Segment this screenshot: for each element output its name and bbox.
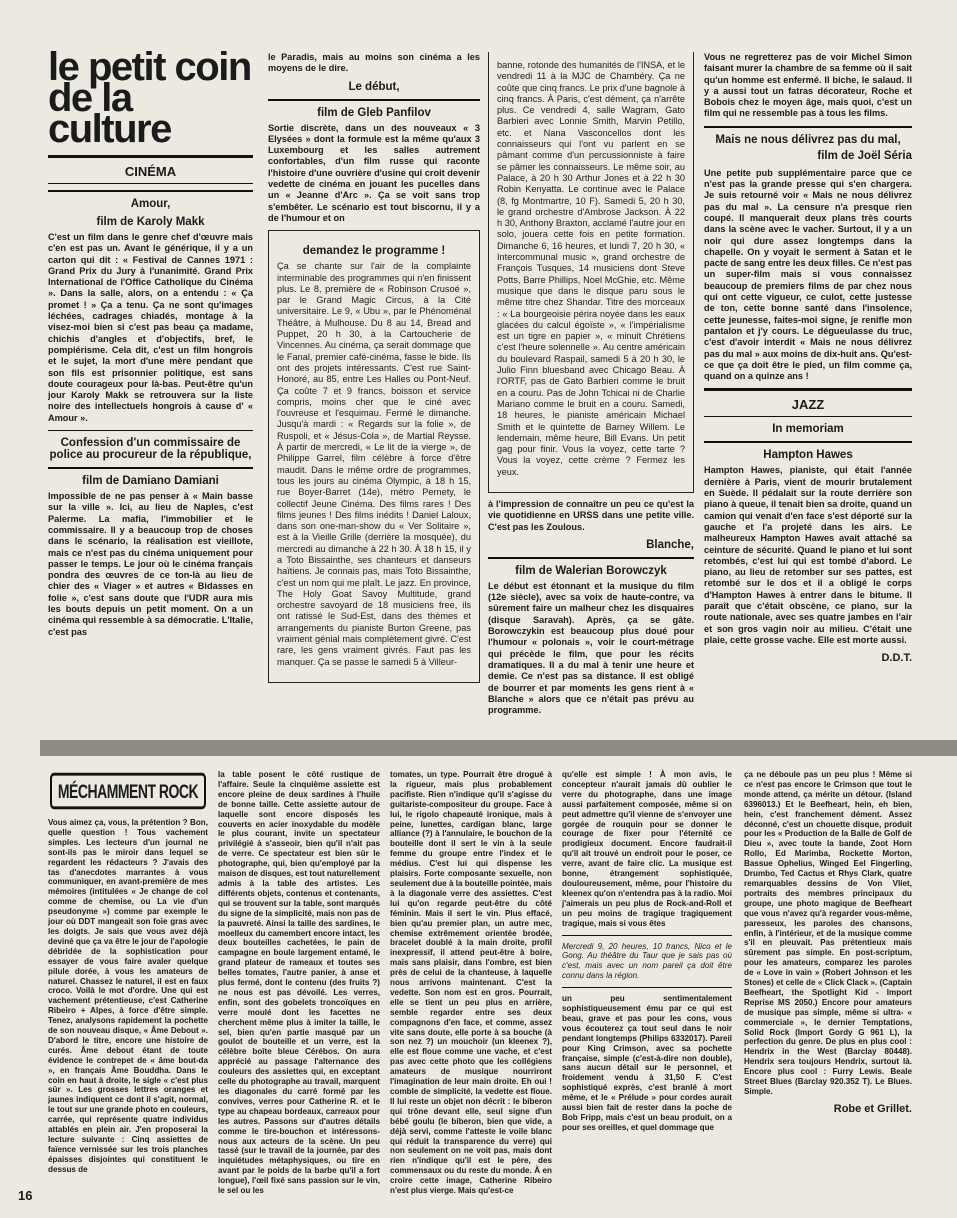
film-sub-amour: film de Karoly Makk	[96, 216, 205, 228]
article-debut-continued: à l'impression de connaître un peu ce qu'est la vie quotidienne en URSS dans une petite ville. C'est pas les Zoulous.	[488, 498, 694, 532]
article-amour: C'est un film dans le genre chef d'œuvre mais c'en est pas un. Avant le générique, il y a un carton qui dit : « Festival de Cannes 1971 : Grand Prix du Jury à l'unanimité. Grand Prix International de l'Office Catholique du Cinéma ». Dans la salle, alors, on a entendu : « Ça promet ! » Ça a tenu. Ça ne sont qu'images léchées, cadrages chiadés, montage à la visez-moi bien si c'est pas beau ça madame, chichis d'angles et d'objectifs, bref, le pompiérisme. Cela dit, c'est un film hongrois et le sujet, la mort d'une mère pendant que son fils est prisonnier politique, est sans doute courageux pour là-bas. Peut-être qu'un jour Karoly Makk se retrouvera sur la liste noire des intellectuels hongrois à cause d' « Amour ».	[48, 232, 253, 423]
concert-notice: Mercredi 9, 20 heures, 10 francs, Nico et le Gong. Au théâtre du Taur que je sais pas où c'est, mais avec un nom pareil ça doit être connu dans la région.	[562, 941, 732, 981]
section-jazz: JAZZ	[704, 388, 912, 417]
film-title-amour: Amour,	[130, 198, 171, 210]
film-sub-debut: film de Gleb Panfilov	[317, 106, 431, 119]
program-box-continued-text: banne, rotonde des humanités de l'INSA, et le vendredi 11 à la MJC de Chambéry. Ça ne coûte que cinq francs. Le prix d'une bagnole à cinq francs. À Paris, c'est dément, ça n'arrête plus. Ce vendredi 4, salle Wagram, Gato Barbieri avec Lonnie Smith, Marvin Petillo, etc. et Nana Vasconcellos dont les connaisseurs qui l'ont vu parlent en se pâmant comme d'un percussionniste à faire se pâmer les connaisseurs. Le même soir, au Palace, à 20 h 30 Arthur Jones et à 22 h 30 Robin Kenyatta. Le continue avec le Palace (8, fg Montmartre, 10 F). Samedi 5, 20 h 30, le grand orchestre d'Ambrose Jackson. À 22 h 30, Anthony Braxton, acclamé l'autre jour en solo, jouera cette fois en petite formation. Dimanche 6, 16 heures, et lundi 7, 20 h 30, « Intercommunal music », grand orchestre de François Tusques, 14 musiciens dont Steve Potts, Barre Phillips, Noel McGhie, etc. Même musique que dans le disque paru sous le même titre chez Shandar. Titre des morceaux : « La bourgeoisie périra noyée dans les eaux glacées du calcul égoïste », « l'impérialisme est un tigre en papier », « minuit Chrétiens c'est l'heure solennelle ». Au centre américain du boulevard Raspail, samedi 5 à 20 h 30, le Julio Finn bluesband avec Chicago Beau. À l'ORTF, pas de Gato Barbieri comme le bruit en a couru. Pas de John Tchicai ni de Charlie Mariano comme le bruit en a couru. Samedi, 18 heures, le pianiste américain Michael Smith et le quintette de Barney Willem. Le lendemain, même heure, Bill Evans. Un petit gag pour finir. Vous la voyez, cette tarte ? Vous la voyez, cette crème ? Fermez les yeux.	[497, 60, 685, 477]
page-title: le petit coin de la culture	[48, 45, 251, 151]
bottom-column-4	[562, 770, 732, 1185]
separator-band	[40, 740, 957, 756]
bottom-column-1	[48, 770, 208, 1185]
mechamment-rock-logo: MÉCHAMMENT ROCK	[50, 773, 206, 809]
rock-text-5: ça ne déboule pas un peu plus ! Même si ce n'est pas encore le Crimson que tout le monde attend, ça mérite un détour. (Island 6396013.) Et le Beefheart, hein, eh bien, hein, c'est franchement dément. Assez déconné, c'est un chouette disque, produit pour les « Production de la Balle de Golf de Dieu », avec toute la bande, Zoot Horn Rollo, Ed Marimba, Rockette Morton, Bassue Ophelius, Winged Eel Fingerling, Drumbo, Ted Cactus et Rhys Clark, quatre remarquables dessins de Von Vliet, portraits des membres principaux du groupe, une photo magique de Beefheart que vous n'avez qu'à regarder vous-même, paresseux, les paroles des chansons, enfin, à l'intérieur, et de la musique comme s'il en pleuvait. Pas prétentieux mais sûrement pas simple. En post-scriptum, pour les amateurs, comparez les paroles de « Love in vain » (Robert Johnson et les Stones) et celle de « Click Clack ». (Captain Beefheart, the Spotlight Kid - Import Reprise MS 2050.) Encore pour amateurs de musique pas simple, même si ultra- « commerciale », le dernier Temptations, Solid Rock (Import Gordy G 961 L), la perfection du genre. De plus en plus cool : Hendrix in the West (Barclay 80448). Hendrix sera toujours Hendrix, surtout là. Encore plus cool : Furry Lewis. Beale Street Blues (Barclay 920.352 T). Le Blues. Simple.	[744, 770, 912, 1096]
rock-text-1: Vous aimez ça, vous, la prétention ? Bon, quelle question ! Tous vachement simples. Les lecteurs d'un journal ne sont-ils pas le miroir dans lequel se regardent les rédacteurs ? J'avais des tas d'anecdotes marrantes à vous communiquer, en avant-première de mes mémoires (intitulées « Je change de col comme de chemise, ou La vie d'un pseudonyme ») comme par exemple le jour où DDT mangeait son foie gras avec les doigts. Je sais que vous avez déjà deviné que ça va être le jour de l'apologie débridée de la sophistication pour essayer de vous faire avaler quelque pilule dorée, à vous les amateurs de naturel. Chassez le naturel, il est en faux croco. Voilà le mot d'ordre. Une qui est vachement prétentieuse, c'est Catherine Ribeiro + Alpes, à force d'être simple. Tenez, analysons rapidement la pochette de son nouveau disque, « Âme Debout ». D'abord le titre, encore une histoire de curés. Âme debout étant de toute évidence le contrepet de « âme bout-da », en français Âme Bouddha. Dans le coin en haut à droite, le sigle « c'est plus sûr ». Les grosses lettres oranges et jaunes indiquent ce dont il s'agit, normal, le tout sur une grande photo en couleurs, carrée, qui représente quatre individus attablés en plein air. J'en proposerai la lecture suivante : Cinq assiettes de faïence vernissée sur les trois planches épaisses disjointes qui constituent le dessus de	[48, 818, 208, 1174]
article-jazz: Hampton Hawes, pianiste, qui était l'année dernière à Paris, vient de mourir brutalement en Suède. Il pédalait sur la route derrière son piano à queue, il tenait bien sa droite, quand un camion qui venait d'en face s'est déporté sur la gauche et l'a projeté dans les airs. Le malheureux Hampton Hawes avait attaché sa ceinture de sécurité. Quand le piano et lui sont retombés, c'est lui qui est tombé d'abord. Le piano, au lieu de retomber sur ses pattes, est retombé sur le dos et il a obligé le corps d'Hampton Hawes à entrer dans le bitume. Il paraît que c'était obscène, ce piano, sur la route nationale, avec ses quatre jambes en l'air et son gros vagin noir au milieu. C'était une plaie, cette grosse vache. Elle est morte aussi.	[704, 465, 912, 645]
column-1	[48, 45, 253, 740]
bottom-column-3	[390, 770, 552, 1196]
rock-text-2: la table posent le côté rustique de l'affaire. Seule la cinquième assiette est encore pleine de deux sardines à l'huile de bonne taille. Cette assiette autour de laquelle sont encore disposés les couverts en acier inoxydable du modèle le plus courant, invite un spectateur privilégié à s'asseoir, bien qu'il n'ait pas de verre. Ce spectateur est bien sûr le photographe, qui, bien qu'employé par la maison de disques, est tout naturellement admis à la table des artistes. Les différents objets, contenus et contenants, qui se trouvent sur la table, sont marqués du signe de la simplicité, mais non pas de la pauvreté. Ainsi la taille des sardines, le moelleux du camembert encore intact, les deux bouteilles cachetées, le pain de campagne en boule largement entamé, le grand plateur de rameaux et toutes ses belles tomates, l'autre panier, à anse et plus fermé, dont le contenu (des fruits ?) ne nous est pas dévoilé. Les verres, enfin, sont des gobelets troncoïques en verre moulé dont les facettes ne cherchent même plus à imiter la taille, le sel, bien qu'en partie masqué par un goulot de bouteille et un verre, est la célèbre boîte bleue Cérébos. On aura apprécié au passage l'alternance des couleurs des assiettes qui, en exceptant celle du photographe au travail, marquent les diagonales du carré formé par les convives, verres pour Catherine R. et le type au chapeau bordeaux, carreaux pour les autres. Passons sur d'autres détails comme le tire-bouchon et intéressons-nous aux acteurs de la scène. Un peu tassé (sur le travail de la journée, par des inquiétudes métaphysiques, ou tire en avant par le poids de la barbe qu'il a fort longue), l'œil fixé sans passion sur le vin, le sel ou les	[218, 770, 380, 1196]
film-title-mal: Mais ne nous délivrez pas du mal,	[715, 133, 901, 146]
rock-text-4a: qu'elle est simple ! À mon avis, le concepteur n'aurait jamais dû oublier le verre du photographe, dans une image aussi parfaitement composée, même si on peut admettre qu'il vienne de s'envoyer une gorgée de rouquin pour se donner le courage de fixer pour l'éternité ce prodigieux document. Encore faudrait-il qu'il ait trouvé un endroit pour le poser, ce verre, avant de faire clic. La musique est bonne, étrangement sophistiquée, douloureusement, même, pour l'histoire du kleenex qu'on n'entendra pas à la radio. Moi j'aimerais un peu plus de Rock-and-Roll et un peu moins de tragique tragiquement tragique, mais si vous êtes	[562, 770, 732, 928]
film-sub-mal: film de Joël Séria	[817, 149, 912, 162]
article-debut: Sortie discrète, dans un des nouveaux « 3 Elysées » dont la formule est la même qu'aux 3 Luxembourg et les salles autrement confortables, d'un film russe qui raconte l'histoire d'une ouvrière d'usine qui croit devenir vedette de cinéma en jouant les pucelles dans un « Jeanne d'Arc ». Ça se voit sans trop s'embêter. Le scénario est tout biscornu, il y a de l'humour et on	[268, 122, 480, 223]
article-mal: Une petite pub supplémentaire parce que ce n'est pas la grande presse qui s'en chargera. Je suis retourné voir « Mais ne nous délivrez pas du mal ». La censure n'a presque rien coupé. Il manquerait deux plans très courts dans la scène avec le vacher. Surtout, il y a un noir qui dure assez longtemps dans la chapelle. On y voyait le serment à Satan et le pacte de sang entre les deux filles. Ce n'est pas un super-film mais si vous connaissez beaucoup de premiers films de par chez nous qui ont cette vigueur, ce culot, cette justesse de ton, cette bonne santé dans l'insolence, cette jeunesse, faites-moi signe, je renifle mon pantalon et j'y cours. Le dégueulasse du truc, c'est d'avoir interdit « Mais ne nous délivrez pas du mal » aux moins de dix-huit ans. Qu'est-ce que ça doit être le pied, un film comme ça, quand on a quinze ans !	[704, 167, 912, 382]
signature-ddt: D.D.T.	[881, 652, 912, 665]
film-sub-blanche: film de Walerian Borowczyk	[515, 564, 667, 577]
jazz-sub: Hampton Hawes	[763, 449, 853, 462]
bottom-column-5	[744, 770, 912, 1185]
program-box-text: Ça se chante sur l'air de la complainte interminable des programmes qui n'en finissent plus. Le 8, première de « Robinson Crusoé », par le Grand Magic Circus, à la Cité universitaire. Le 9, « Ubu », par le Phénoménal Théâtre, à Mulhouse. Du 8 au 14, Bread and Puppet, 20 h 30, à la Cartoucherie de Vincennes. Au cinéma, ça serait dommage que le Fanal, premier café-cinéma, fasse le bide. Ils ont des projets intéressants. C'est rue Saint-Honoré, au 85, entre Les Halles ou Pont-Neuf. Ça coûte 7 et 9 francs, boisson et service compris, moins cher que le ciné avec l'ouvreuse et l'esquimau. Fermé le dimanche. Jusqu'à mardi : « Regards sur la folie », de Ruspoli, et « Jésus-Cola », de Martial Reysse. À partir de mercredi, « Le lit de la vierge », de Philippe Garrel, film célèbre à force d'être maudit. Dans le même ordre de programmes, tous les jours au cinéma Olympic, à 18 h 15, rue Boyer-Barret (14e), métro Pernety, le collectif Jeune Cinéma. Des films rares ! Des films jeunes ! Des films inédits ! Daniel Laloux, dans son one-man-show du « Ver Solitaire », est à la Vieille Grille (derrière la mosquée), du mercredi au dimanche à 22 h 30. À 18 h 15, il y a Toto Bissainthe, ses chanteurs et danseurs haïtiens. Je connais pas, mais Toto Bissainthe, c'est un nom qui me plaît. Le jazz. En province, The Holy Goat Savoy Multitude, grand orchestre savoyard de 18 musiciens free, ils ont ratissé le Sud-Est, dans des thèmes et arrangements du pianiste Burton Greene, pas vraiment génial mais complètement givré. C'est rare, les gens vraiment givrés. Faut pas les manquer. Ça se passe le samedi 5 à Villeur-	[277, 261, 471, 667]
article-confession: Impossible de ne pas penser à « Main basse sur la ville ». Ici, au lieu de Naples, c'est Palerme. La mafia, l'immobilier et le commissaire. Il y a beaucoup trop de choses dans le scénario, la réalisation est vieillote, mais ce n'est pas du cinéma uniquement pour passer le temps. Le jour où le cinéma français pondra des œuvres de ce ton-là au lieu de chier des « Viager » et autres « Bidasses en folie », c'est sans doute que l'UDR aura mis les bouts depuis un petit moment. On a un cinéma qui ressemble à sa démocratie. L'Italie, c'est pas	[48, 491, 253, 637]
article-blanche: Le début est étonnant et la musique du film (12e siècle), avec sa voix de haute-contre, va sûrement faire un malheur chez les disquaires (disque Saravah). Après, ça se gâte. Borowczykin est beaucoup plus doué pour l'humour « polonais », voir le court-métrage qui précède le film, que pour les récits dramatiques. Il a du mal à tenir une heure et demie. Ce n'est pas sa distance. Il est obligé de bourrer et par moments les gens rient à « Blanche » alors que ce n'était pas prévu au programme.	[488, 580, 694, 716]
bottom-column-2	[218, 770, 380, 1196]
film-title-blanche: Blanche,	[646, 538, 694, 551]
signature-robe-grillet: Robe et Grillet.	[833, 1102, 912, 1115]
jazz-title: In memoriam	[772, 423, 844, 436]
page-number: 16	[18, 1188, 33, 1203]
rock-text-3: tomates, un type. Pourrait être drogué à la rigueur, mais plus probablement pacifiste. Rien n'indique qu'il s'agisse du guitariste-compositeur du groupe. Face à lui, le rigolo chapeauté ironique, mais à peine, lunettes, cardigan blanc, large alliance (?) à l'annulaire, le bouchon de la bouteille dont il sert le vin à la seule femme du groupe entre l'index et le médius. C'est lui qui dispense les plaisirs. Forte composante sexuelle, non seulement due à la bouteille pointée, mais à la diagonale verre des assiettes. C'est lui qu'on regarde peut-être du côté féminin. Mais il sert le vin. Plus effacé, bien qu'au premier plan, un autre mec, chemise extrêmement orientée brodée, bracelet doublé à la main droite, profil inexpressif, il attend peut-être à boire, mais sans plaisir, dans l'ombre, est bien près de celui de la chanteuse, à laquelle nous arrivons maintenant. C'est la vedette. Son nom est en gros. Pourrait, elle se tient un peu plus en arrière, semble regarder entre ses deux compagnons d'en face, et comme, assez vite sans doute, elle porte à sa bouche (à son nez ?) un mouchoir (un kleenex ?), elle est floue comme une vache, et c'est pas avec cette photo que les collégiens amateurs de musique nourriront l'imagination de leur main droite. Eh oui ! comble de simplicité, la vedette est floue. Il lui reste un objet non décrit : le biberon qui trône devant elle, seul signe d'un bébé goulu (le biberon, bien que vide, a déjà servi, comme l'atteste le voile blanc qui réduit la transparence du verre) qui non seulement on ne voit pas, mais dont rien n'indique qu'il est le père, des commensaux ou du reste du monde. À en croire cette image, Catherine Ribeiro n'est plus vierge. Mais qu'est-ce	[390, 770, 552, 1196]
article-lead-col4: Vous ne regretterez pas de voir Michel Simon faisant murer la chambre de sa femme où il sait qu'un homme est enfermé. Il biche, le salaud. Il y a aussi tout un fatras décorateur, Roche et Bobois chez le moyen âge, mais quoi, c'est un film qui ne ressemble pas à tous les films.	[704, 52, 912, 119]
program-box-continued	[488, 52, 694, 493]
program-box	[268, 230, 480, 683]
article-lead-col2: le Paradis, mais au moins son cinéma a les moyens de le dire.	[268, 52, 480, 74]
film-sub-confession: film de Damiano Damiani	[82, 475, 219, 488]
film-title-debut: Le début,	[348, 80, 400, 93]
film-title-confession: Confession d'un commissaire de police au procureur de la république,	[49, 437, 252, 462]
column-3	[488, 52, 694, 740]
column-2	[268, 52, 480, 740]
program-box-title: demandez le programme !	[302, 245, 446, 258]
column-4	[704, 52, 912, 740]
rock-text-4b: un peu sentimentalement sophistiqueusement ému par ce qui est beau, grave et pas pour les cons, vous vous écouterez ça tout seul dans le noir pendant longtemps (Philips 6332017). Pareil pour King Crimson, avec sa pochette française, simple (c'est-à-dire non double), sans aucun détail sur le personnel, et froidement vendu à 31,50 F. C'est sophistiqué exprès, c'est branlé à mort même, et le « Prélude » pour cordes aurait aussi bien fait de rester dans la poche de Bob Fripp, mais c'est un beau produit, on a pour ses oreilles, et quel dommage que	[562, 994, 732, 1132]
section-cinema: CINÉMA	[48, 155, 253, 184]
